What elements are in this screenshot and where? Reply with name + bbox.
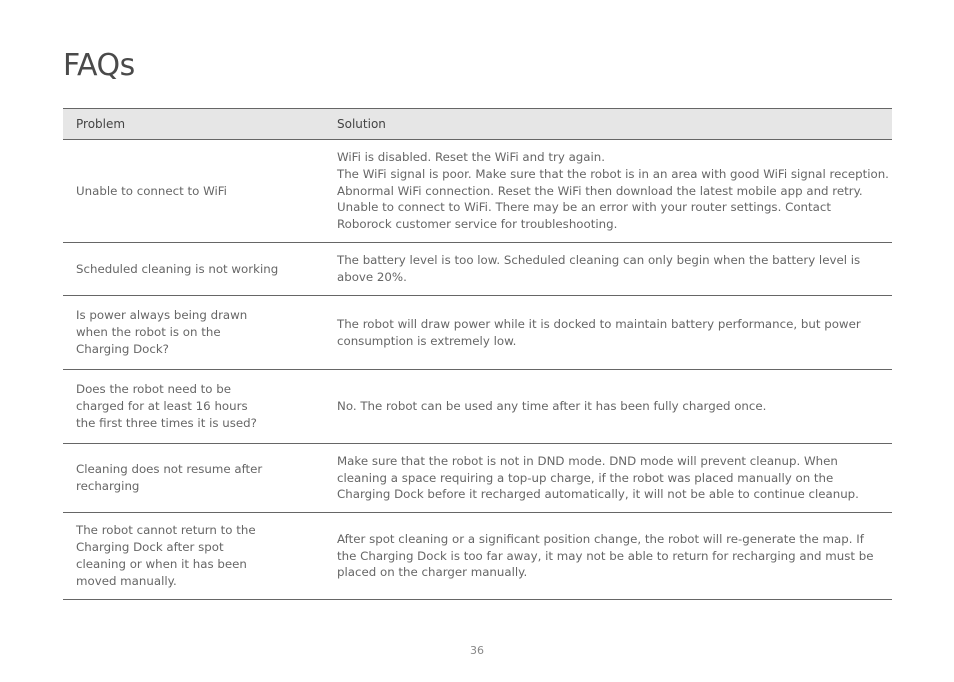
table-row bbox=[63, 243, 892, 296]
problem-text: Is power always being drawn bbox=[76, 308, 248, 323]
solution-cell bbox=[337, 149, 892, 233]
table-header-row bbox=[63, 109, 892, 140]
problem-text: charged for at least 16 hours bbox=[76, 399, 248, 414]
solution-text: consumption is extremely low. bbox=[337, 333, 517, 348]
solution-text: the Charging Dock is too far away, it may not be able to return for recharging and must be bbox=[337, 548, 874, 563]
problem-text: The robot cannot return to the bbox=[76, 523, 256, 538]
solution-text: Make sure that the robot is not in DND mode. DND mode will prevent cleanup. When bbox=[337, 453, 838, 468]
solution-cell bbox=[337, 531, 892, 581]
solution-text: The battery level is too low. Scheduled cleaning can only begin when the battery level is bbox=[337, 253, 861, 268]
problem-text: recharging bbox=[76, 479, 140, 493]
solution-cell bbox=[337, 398, 892, 415]
problem-cell bbox=[63, 522, 337, 589]
faq-table bbox=[63, 108, 892, 600]
table-row bbox=[63, 444, 892, 513]
problem-text: the first three times it is used? bbox=[76, 415, 257, 430]
problem-text: cleaning or when it has been bbox=[76, 557, 247, 571]
problem-text: moved manually. bbox=[76, 573, 177, 588]
solution-text: Abnormal WiFi connection. Reset the WiFi then download the latest mobile app and retry. bbox=[337, 183, 863, 198]
table-row bbox=[63, 513, 892, 600]
problem-text: Scheduled cleaning is not working bbox=[76, 261, 279, 276]
table-row bbox=[63, 140, 892, 243]
page-title: FAQs bbox=[63, 48, 135, 83]
problem-cell bbox=[63, 261, 337, 278]
table-row bbox=[63, 370, 892, 444]
problem-column-header: Problem bbox=[76, 117, 126, 131]
problem-text: Unable to connect to WiFi bbox=[76, 183, 227, 198]
problem-text: Charging Dock after spot bbox=[76, 540, 224, 555]
solution-text: Charging Dock before it recharged automatically, it will not be able to continue cleanup. bbox=[337, 487, 859, 502]
solution-text: Unable to connect to WiFi. There may be an error with your router settings. Contact bbox=[337, 200, 831, 215]
solution-text: cleaning a space requiring a top-up charge, if the robot was placed manually on the bbox=[337, 470, 834, 485]
problem-text: Cleaning does not resume after bbox=[76, 462, 263, 477]
solution-cell bbox=[337, 316, 892, 350]
problem-cell bbox=[63, 461, 337, 495]
page-number: 36 bbox=[470, 644, 484, 657]
solution-text: above 20%. bbox=[337, 270, 407, 284]
solution-text: The robot will draw power while it is docked to maintain battery performance, but power bbox=[337, 316, 861, 331]
table-row bbox=[63, 296, 892, 370]
problem-text: Does the robot need to be bbox=[76, 382, 232, 397]
solution-text: placed on the charger manually. bbox=[337, 565, 528, 580]
problem-cell bbox=[63, 307, 337, 357]
solution-text: Roborock customer service for troubleshooting. bbox=[337, 217, 618, 232]
solution-text: After spot cleaning or a significant position change, the robot will re-generate the map. If bbox=[337, 531, 864, 546]
problem-text: when the robot is on the bbox=[76, 325, 221, 340]
solution-text: The WiFi signal is poor. Make sure that the robot is in an area with good WiFi signal reception. bbox=[337, 166, 889, 181]
solution-cell bbox=[337, 252, 892, 286]
solution-text: No. The robot can be used any time after it has been fully charged once. bbox=[337, 399, 767, 414]
solution-cell bbox=[337, 453, 892, 503]
solution-column-header: Solution bbox=[337, 117, 386, 131]
problem-cell bbox=[63, 183, 337, 200]
problem-cell bbox=[63, 381, 337, 431]
solution-text: WiFi is disabled. Reset the WiFi and try again. bbox=[337, 150, 606, 164]
problem-text: Charging Dock? bbox=[76, 341, 169, 356]
